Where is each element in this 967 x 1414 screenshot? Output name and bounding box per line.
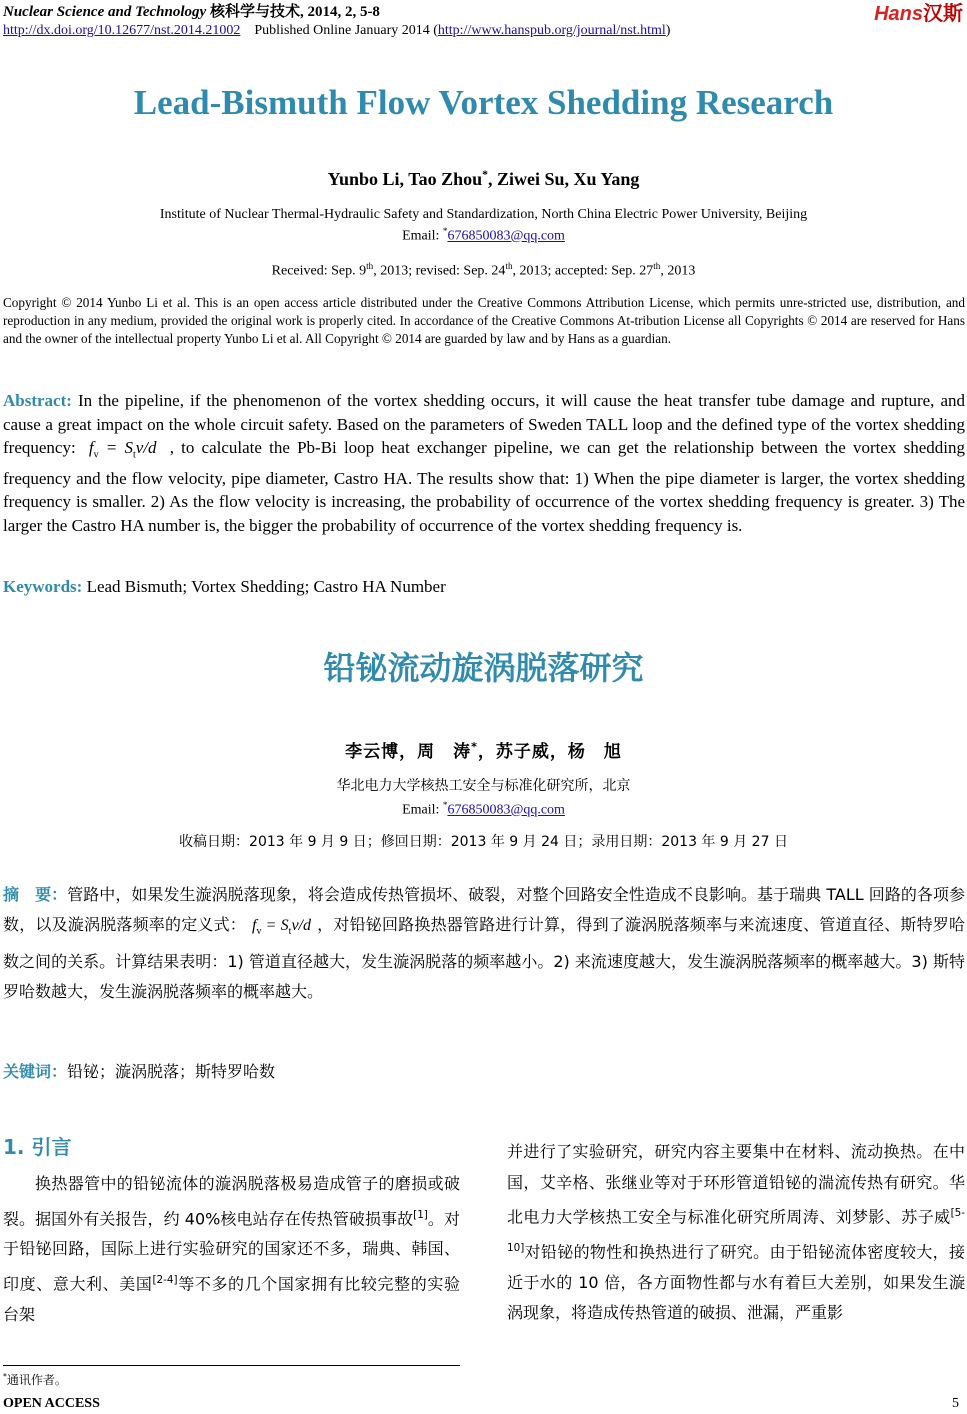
email-label: Email: [402, 228, 443, 244]
journal-link[interactable]: http://www.hanspub.org/journal/nst.html [437, 23, 666, 38]
intro-text-4: 并进行了实验研究，研究内容主要集中在材料、流动换热。在中国，艾辛格、张继业等对于环形管道铅铋的湍流传热有研究。华北电力大学核热工安全与标准化研究所周涛、刘梦影、苏子威 [507, 1142, 965, 1227]
email-link[interactable]: 676850083@qq.com [447, 228, 565, 244]
formula-s-sub: t [288, 926, 292, 938]
intro-text-1: 换热器管中的铅铋流体的漩涡脱落极易造成管子的磨损或破裂。据国外有关报告，约 40%核电站存在传热管破损事故 [3, 1174, 460, 1228]
formula-rest: v/d [135, 438, 157, 457]
hans-logo [874, 3, 963, 24]
formula-en [88, 438, 157, 461]
doi-link[interactable]: http://dx.doi.org/10.12677/nst.2014.21002 [3, 23, 241, 38]
authors-en-rest: , Ziwei Su, Xu Yang [487, 169, 640, 189]
email-en [0, 223, 967, 245]
paper-title-zh: 铅铋流动旋涡脱落研究 [323, 649, 644, 687]
citation-ref[interactable]: [5-10] [507, 1207, 965, 1254]
keywords-zh-label: 关键词： [3, 1062, 68, 1081]
abstract-zh [3, 880, 965, 1007]
corresponding-star-zh: * [471, 740, 478, 754]
intro-paragraph-left [3, 1169, 460, 1330]
formula-s-sub: t [132, 449, 136, 461]
formula-f: f [252, 917, 257, 934]
body-column-left [3, 1133, 460, 1330]
abstract-zh-text-1: 管路中，如果发生漩涡脱落现象，将会造成传热管损坏、破裂，对整个回路安全性造成不良影响。基于瑞典 TALL 回路的各项参数，以及漩涡脱落频率的定义式： [3, 885, 965, 934]
affiliation-en: Institute of Nuclear Thermal-Hydraulic Safety and Standardization, North China Electric Power University, Beijing [159, 207, 808, 222]
footnote-star: * [3, 1372, 7, 1381]
email-zh [0, 797, 967, 819]
published-close: ) [665, 23, 671, 38]
logo-hans: Hans [874, 3, 923, 25]
intro-text-5: 对铅铋的物性和换热进行了研究。由于铅铋流体密度较大，接近于水的 10 倍，各方面物性都与水有着巨大差别，如果发生漩涡现象，将造成传热管道的破损、泄漏，严重影 [507, 1242, 965, 1323]
keywords-en [3, 576, 965, 598]
formula-f: f [88, 438, 94, 457]
authors-zh-first: 李云博，周 涛 [345, 742, 472, 762]
affiliation-zh: 华北电力大学核热工安全与标准化研究所，北京 [336, 778, 631, 794]
ordinal-suffix: th [366, 261, 374, 271]
formula-rest: v/d [291, 917, 311, 934]
ordinal-suffix: th [653, 261, 661, 271]
email-star: * [442, 226, 448, 236]
authors-zh [0, 737, 967, 762]
page-number: 5 [952, 1396, 959, 1411]
authors-en-first: Yunbo Li, Tao Zhou [327, 169, 483, 189]
paper-title-en: Lead-Bismuth Flow Vortex Shedding Research [133, 83, 834, 122]
authors-zh-rest: ，苏子威，杨 旭 [477, 742, 622, 762]
authors-en [0, 168, 967, 190]
email-label-zh: Email: [402, 802, 443, 818]
citation-ref[interactable]: [1] [413, 1208, 428, 1221]
formula-f-sub: v [256, 926, 262, 938]
body-column-right [507, 1137, 965, 1329]
abstract-text-1: In the pipeline, if the phenomenon of the vortex shedding occurs, it will cause the heat transfer tube damage and rupture, and cause a great impact on the whole circuit safety. Based on the parameters of Sweden TALL loop and the defined type of the vortex shedding frequency: [3, 391, 966, 457]
email-star-zh: * [442, 800, 448, 810]
running-header [3, 3, 963, 40]
doi-line [3, 22, 963, 40]
intro-text-3: 等不多的几个国家拥有比较完整的实验台架 [3, 1274, 460, 1324]
section-heading-intro: 1. 引言 [3, 1135, 72, 1159]
revised-date: , 2013; revised: Sep. 24 [373, 263, 506, 279]
abstract-zh-label: 摘 要： [3, 885, 68, 904]
formula-eq: = S [98, 438, 133, 457]
corresponding-star: * [482, 168, 488, 181]
intro-paragraph-right [507, 1137, 965, 1329]
keywords-label: Keywords: [3, 577, 83, 596]
citation-ref[interactable]: [2-4] [152, 1273, 178, 1286]
formula-eq: = S [261, 917, 289, 934]
footnote-text: 通讯作者。 [6, 1373, 67, 1387]
footnote [3, 1371, 67, 1388]
abstract-text-2: , to calculate the Pb-Bi loop heat exchanger pipeline, we can get the relationship between the vortex shedding frequency and the flow velocity, pipe diameter, Castro HA. The results show that: 1) When the pipe diameter is larger, the vortex shedding frequency is smaller. 2) As the flow velocity is increasing, the probability of occurrence of the vortex shedding frequency is greater. 3) The larger the Castro HA number is, the bigger the probability of occurrence of the vortex shedding frequency is. [3, 438, 965, 535]
keywords-zh [3, 1060, 965, 1084]
formula-f-sub: v [93, 449, 99, 461]
logo-zh: 汉斯 [923, 1, 963, 25]
published-text: Published Online January 2014 ( [254, 23, 438, 38]
intro-text-2: 。对于铅铋回路，国际上进行实验研究的国家还不多，瑞典、韩国、印度、意大利、美国 [3, 1208, 460, 1294]
abstract-label: Abstract: [3, 391, 72, 410]
ordinal-suffix: th [505, 261, 513, 271]
abstract-en [3, 389, 965, 537]
received-en [0, 258, 967, 280]
copyright-notice: Copyright © 2014 Yunbo Li et al. This is an open access article distributed under the Creative Commons Attribution License, which permits unre-stricted use, distribution, and reproduction in any medium, provided the original work is properly cited. In accordance of the Creative Commons At-tribution License all Copyrights © 2014 are reserved for Hans and the owner of the intellectual property Yunbo Li et al. All Copyright © 2014 are guarded by law and by Hans as a guardian. [3, 295, 965, 346]
received-date: Received: Sep. 9 [271, 263, 367, 279]
year: , 2013 [660, 263, 696, 279]
received-zh: 收稿日期：2013 年 9 月 9 日；修回日期：2013 年 9 月 24 日；录用日期：2013 年 9 月 27 日 [179, 834, 788, 850]
keywords-zh-text: 铅铋；漩涡脱落；斯特罗哈数 [67, 1062, 276, 1081]
journal-line [3, 3, 963, 21]
footer-open-access: OPEN ACCESS [3, 1396, 100, 1411]
email-link-zh[interactable]: 676850083@qq.com [447, 802, 565, 818]
keywords-text: Lead Bismuth; Vortex Shedding; Castro HA Number [86, 577, 446, 596]
footnote-divider [3, 1365, 460, 1366]
formula-zh [252, 917, 311, 938]
abstract-zh-text-2: ，对铅铋回路换热器管路进行计算，得到了漩涡脱落频率与来流速度、管道直径、斯特罗哈数之间的关系。计算结果表明：1) 管道直径越大，发生漩涡脱落的频率越小。2) 来流速度越大，发生漩涡脱落频率的概率越大。3) 斯特罗哈数越大，发生漩涡脱落频率的概率越大。 [3, 915, 965, 1002]
journal-name: Nuclear Science and Technology [3, 4, 207, 20]
accepted-date: , 2013; accepted: Sep. 27 [512, 263, 654, 279]
journal-volume: 核科学与技术, 2014, 2, 5-8 [209, 4, 380, 20]
